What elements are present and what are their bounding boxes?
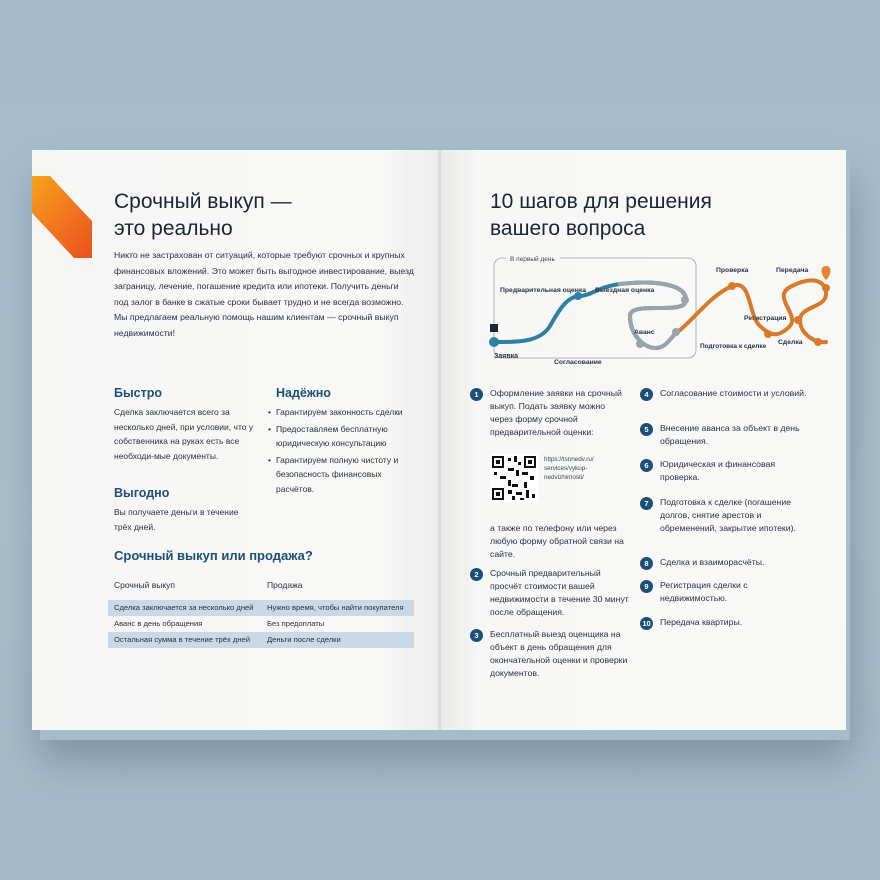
fast-heading: Быстро [114, 386, 163, 400]
title-line-1: 10 шагов для решения [490, 190, 712, 213]
step-number-badge: 5 [640, 423, 653, 436]
route-label: Проверка [716, 267, 749, 274]
qr-url-text: https://tsnnedv.ru/ services/vykup- nedvizhimosti/ [544, 456, 594, 481]
list-item: • Гарантируем законность сделки [268, 405, 418, 420]
route-point-8 [814, 338, 822, 346]
step-text: Срочный предварительный просчёт стоимости вашей недвижимости в течение 30 минут после обращения. [490, 568, 629, 617]
title-line-2: вашего вопроса [490, 217, 646, 240]
table-row [108, 600, 414, 616]
list-item: • Предоставляем бесплатную юридическую консультацию [268, 422, 418, 451]
right-page [440, 150, 846, 730]
list-item: • Гарантируем полную чистоту и безопасность финансовых расчётов. [268, 453, 418, 497]
left-page [32, 150, 440, 730]
route-point-10 [822, 284, 830, 292]
route-svg [480, 256, 840, 376]
title-line-2: это реально [114, 217, 233, 240]
step-text: Передача квартиры. [660, 617, 743, 627]
step-number-badge: 3 [470, 629, 483, 642]
step-number-badge: 8 [640, 557, 653, 570]
route-label: Аванс [634, 329, 655, 336]
table-row [108, 616, 414, 632]
step-number-badge: 4 [640, 388, 653, 401]
profit-text: Вы получаете деньги в течение трёх дней. [114, 507, 239, 532]
intro-paragraph: Никто не застрахован от ситуаций, которые требуют срочных и крупных финансовых вложений. Это может быть выгодное инвестирование, выезд заграницу, лечение, погашение кредита или ипотеки. Получить деньги под залог в банке в сжатые сроки бывает трудно и не всегда возможно. Мы предлагаем реальную помощь нашим клиентам — срочный выкуп недвижимости! [114, 250, 414, 338]
route-label: Передача [776, 267, 809, 274]
table-cell: Остальная сумма в течение трёх дней [114, 635, 251, 644]
table-heading: Срочный выкуп или продажа? [114, 548, 313, 563]
route-label: Выездная оценка [595, 287, 655, 294]
step-number-badge: 7 [640, 497, 653, 510]
route-label: Предварительная оценка [500, 287, 587, 294]
right-page-title [490, 188, 810, 242]
step-text: Оформление заявки на срочный выкуп. Подать заявку можно через форму срочной предварительной оценки: [490, 388, 622, 437]
phone-text: а также по телефону или через любую форму обратной связи на сайте. [490, 523, 624, 559]
step-number-badge: 9 [640, 580, 653, 593]
reliable-list [268, 405, 418, 498]
route-path-orange [680, 280, 826, 342]
first-day-label: В первый день [510, 256, 555, 263]
table-row [108, 632, 414, 648]
route-point-4 [672, 328, 680, 336]
route-point-1 [489, 337, 499, 347]
step-text: Сделка и взаиморасчёты. [660, 557, 765, 567]
route-label: Согласование [554, 359, 602, 366]
start-flag-icon [490, 324, 498, 332]
table-header-cell: Срочный выкуп [114, 580, 176, 590]
table-cell: Нужно время, чтобы найти покупателя [267, 603, 404, 612]
destination-pin-icon [822, 266, 831, 280]
route-label: Подготовка к сделке [700, 343, 767, 350]
table-cell: Аванс в день обращения [114, 619, 203, 628]
route-point-6 [636, 340, 644, 348]
step-text: Бесплатный выезд оценщика на объект в день обращения для окончательной оценки и проверки документов. [490, 629, 628, 678]
qr-code-icon [490, 454, 538, 502]
route-label: Заявка [494, 353, 519, 360]
profit-heading: Выгодно [114, 486, 170, 500]
steps-route-diagram [480, 256, 840, 376]
table-header [108, 570, 414, 600]
table-cell: Сделка заключается за несколько дней [114, 603, 254, 612]
route-point-9 [794, 316, 802, 324]
route-point-5 [728, 282, 736, 290]
table-header-cell: Продажа [267, 580, 303, 590]
step-number-badge: 10 [640, 617, 653, 630]
step-text: Регистрация сделки с недвижимостью. [660, 580, 748, 603]
step-number-badge: 6 [640, 459, 653, 472]
table-cell: Деньги после сделки [267, 635, 341, 644]
title-line-1: Срочный выкуп — [114, 190, 292, 213]
comparison-table [108, 570, 414, 648]
route-point-3 [681, 296, 689, 304]
page-fold [438, 150, 441, 730]
reliable-heading: Надёжно [276, 386, 331, 400]
orange-accent-shape [32, 176, 92, 258]
step-text: Согласование стоимости и условий. [660, 388, 807, 398]
step-text: Подготовка к сделке (погашение долгов, снятие арестов и обременений, закрытие ипотеки). [660, 497, 796, 533]
fast-text: Сделка заключается всего за несколько дней, при условии, что у собственника на руках есть все необходи-мые документы. [114, 407, 254, 461]
route-label: Регистрация [744, 315, 787, 322]
step-number-badge: 2 [470, 568, 483, 581]
step-text: Внесение аванса за объект в день обращения. [660, 423, 800, 446]
table-cell: Без предоплаты [267, 619, 325, 628]
left-page-title [114, 188, 374, 242]
route-label: Сделка [778, 339, 803, 346]
qr-code [490, 454, 538, 502]
step-number-badge: 1 [470, 388, 483, 401]
route-point-7 [764, 330, 772, 338]
step-text: Юридическая и финансовая проверка. [660, 459, 776, 482]
